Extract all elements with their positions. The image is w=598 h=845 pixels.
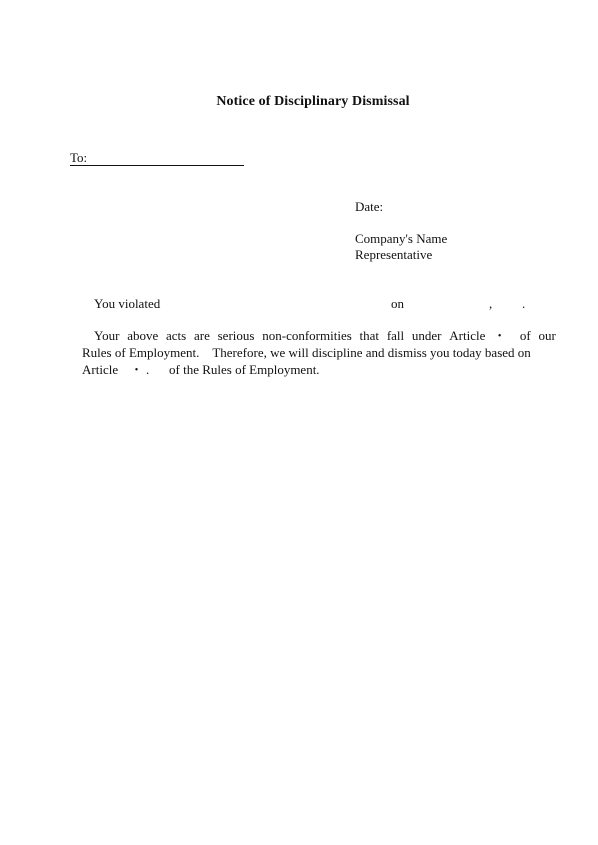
word: are [193,328,210,343]
violation-prefix: You violated [94,296,161,311]
violation-statement [82,295,556,312]
word: above [127,328,159,343]
word: serious [217,328,255,343]
word: fall [386,328,405,343]
acts-line-2: Rules of Employment. Therefore, we will discipline and dismiss you today based on [82,345,531,360]
violation-on: on [391,296,404,311]
word: non-conformities [262,328,352,343]
document-title: Notice of Disciplinary Dismissal [216,94,410,109]
company-name: Company's Name [355,231,448,246]
word: Your [94,328,120,343]
acts-line-3 [82,361,556,378]
date-label: Date: [355,199,384,214]
recipient-field [70,151,244,166]
acts-line-1 [82,327,556,344]
to-label: To: [70,150,88,165]
article-label: Article [82,362,119,377]
violation-period: . [522,296,526,311]
word: under [411,328,442,343]
article-dot: . [146,362,150,377]
word: ・ [493,328,507,343]
article-mark: ・ [130,362,144,377]
word: of [519,328,531,343]
word: that [359,328,380,343]
violation-comma: , [489,296,493,311]
acts-paragraph [82,327,556,378]
word: our [538,328,556,343]
representative-label: Representative [355,247,433,262]
rules-reference: of the Rules of Employment. [169,362,320,377]
word: acts [166,328,187,343]
word: Article [449,328,486,343]
